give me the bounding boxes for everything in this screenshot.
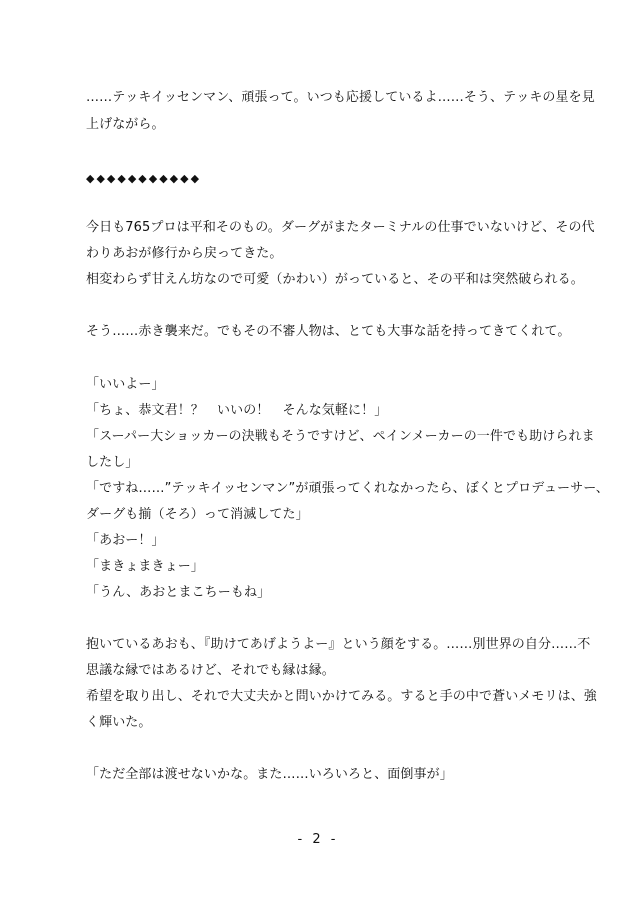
dialogue-line: 「うん、あおとまこちーもね」: [86, 585, 271, 600]
dialogue-line: 「ちょ、恭文君！？ いいの！ そんな気軽に！」: [86, 403, 388, 418]
text-line: ……テッキイッセンマン、頑張って。いつも応援しているよ……そう、テッキの星を見: [86, 90, 595, 105]
dialogue-line: 「ただ全部は渡せないかな。また……いろいろと、面倒事が」: [86, 767, 453, 782]
text-line: 希望を取り出し、それで大丈夫かと問いかけてみる。すると手の中で蒼いメモリは、強: [86, 689, 597, 704]
text-line: 相変わらず甘えん坊なので可愛（かわい）がっていると、その平和は突然破られる。: [86, 272, 584, 287]
dialogue-line: 「まきょまきょー」: [86, 559, 204, 574]
text-line: 上げながら。: [86, 117, 165, 132]
text-line: わりあおが修行から戻ってきた。: [86, 246, 283, 261]
text-line: 思議な縁ではあるけど、それでも縁は縁。: [86, 663, 335, 678]
section-separator: ◆◆◆◆◆◆◆◆◆◆◆: [86, 172, 202, 185]
page-number: - 2 -: [297, 832, 339, 847]
dialogue-line: ダーグも揃（そろ）って消滅してた」: [86, 507, 309, 522]
text-line: 抱いているあおも、『助けてあげようよー』という顔をする。……別世界の自分……不: [86, 637, 591, 652]
dialogue-line: したし」: [86, 455, 139, 470]
text-line: 今日も765プロは平和そのもの。ダーグがまたターミナルの仕事でいないけど、その代: [86, 220, 595, 235]
dialogue-line: 「ですね……”テッキイッセンマン”が頑張ってくれなかったら、ぼくとプロデューサー、: [86, 481, 609, 496]
text-line: そう……赤き襲来だ。でもその不審人物は、とても大事な話を持ってきてくれて。: [86, 324, 571, 339]
dialogue-line: 「いいよー」: [86, 377, 165, 392]
text-line: く輝いた。: [86, 715, 152, 730]
dialogue-line: 「あおー！」: [86, 533, 165, 548]
dialogue-line: 「スーパー大ショッカーの決戦もそうですけど、ペインメーカーの一件でも助けられま: [86, 429, 595, 444]
